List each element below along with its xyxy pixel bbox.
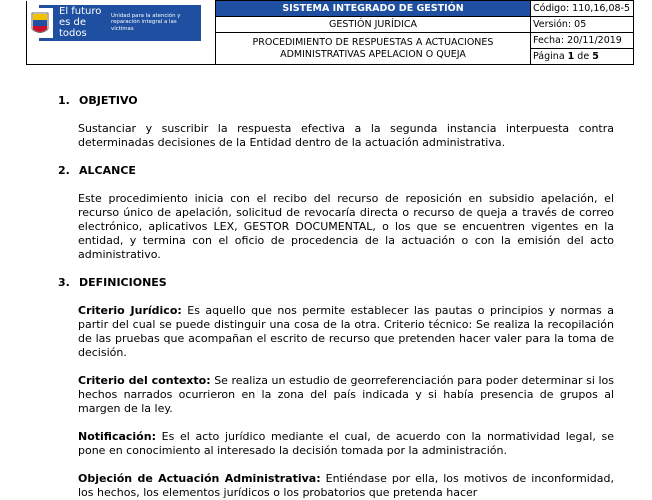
- definition-item: Notificación: Es el acto jurídico mediante el cual, de acuerdo con la normatividad legal, se pone en conocimiento al interesado la decisión tomada por la administración.: [78, 430, 614, 457]
- definition-item: Criterio Jurídico: Es aquello que nos permite establecer las pautas o principios y normas a partir del cual se puede distinguir una cosa de la otra. Criterio técnico: Se realiza la recopilación de las pruebas que acompañan el escrito de recurso que pretenden hacer valer para la toma de decisión.: [78, 304, 614, 359]
- document-body: [58, 94, 614, 500]
- logo-name: El futuro es de todos: [59, 6, 102, 39]
- logo-cell: [27, 1, 216, 65]
- header-table: [26, 0, 634, 65]
- page-number: Página 1 de 5: [531, 49, 634, 65]
- entity-logo: [39, 5, 201, 41]
- coat-of-arms-icon: [27, 8, 53, 38]
- logo-unit: Unidad para la atención y reparación integral a las víctimas: [111, 13, 181, 32]
- document-header: [26, 0, 634, 66]
- doc-version: Versión: 05: [531, 17, 634, 33]
- objetivo-text: Sustanciar y suscribir la respuesta efectiva a la segunda instancia interpuesta contra determinadas decisiones de la Entidad dentro de la actuación administrativa.: [78, 122, 614, 149]
- definition-item: Criterio del contexto: Se realiza un estudio de georreferenciación para poder determinar si los hechos narrados ocurrieron en la zona del país indicada y si había presencia de grupos al margen de la ley.: [78, 374, 614, 415]
- section-heading-objetivo: 1. OBJETIVO: [58, 94, 138, 107]
- doc-date: Fecha: 20/11/2019: [531, 33, 634, 49]
- alcance-text: Este procedimiento inicia con el recibo del recurso de reposición en subsidio apelación, el recurso único de apelación, solicitud de revocaría directa o recurso de queja a través de correo electrónico, aplicativos LEX, GESTOR DOCUMENTAL, o los que se encuentren vigentes en la entidad, y termina con el oficio de procedencia de la actuación o con la emisión del acto administrativo.: [78, 192, 614, 261]
- section-heading-definiciones: 3. DEFINICIONES: [58, 276, 167, 289]
- department: GESTIÓN JURÍDICA: [216, 17, 531, 33]
- definition-item: Objeción de Actuación Administrativa: Entiéndase por ella, los motivos de inconformidad, los hechos, los elementos jurídicos o los probatorios que pretenda hacer: [78, 472, 614, 499]
- procedure-title: PROCEDIMIENTO DE RESPUESTAS A ACTUACIONES ADMINISTRATIVAS APELACION O QUEJA: [216, 33, 531, 65]
- doc-code: Código: 110,16,08-5: [531, 1, 634, 17]
- section-heading-alcance: 2. ALCANCE: [58, 164, 136, 177]
- system-title: SISTEMA INTEGRADO DE GESTIÓN: [216, 1, 531, 17]
